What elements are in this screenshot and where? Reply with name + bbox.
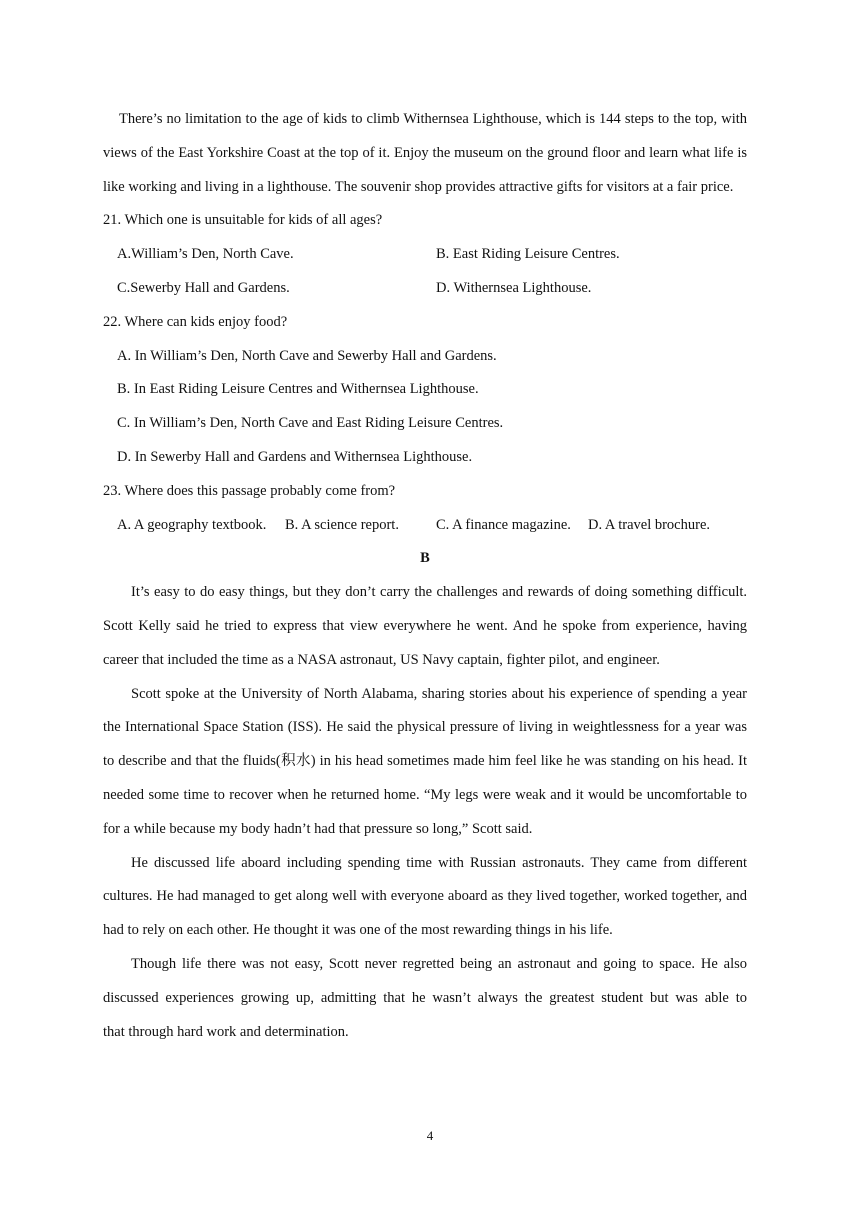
option-a: A. A geography textbook. xyxy=(117,516,267,533)
text-line: It’s easy to do easy things, but they don’t carry the challenges and rewards of doing something difficult. xyxy=(131,584,747,601)
text-line: Scott spoke at the University of North Alabama, sharing stories about his experience of spending a year xyxy=(131,685,747,702)
text-line: had to rely on each other. He thought it was one of the most rewarding things in his life. xyxy=(103,922,613,939)
text-line: Scott Kelly said he tried to express that view everywhere he went. And he spoke from experience, having xyxy=(103,617,747,634)
option-row xyxy=(103,272,747,306)
option-a: A. In William’s Den, North Cave and Sewerby Hall and Gardens. xyxy=(117,347,497,364)
option-c: C. In William’s Den, North Cave and East Riding Leisure Centres. xyxy=(117,415,504,432)
paragraph xyxy=(103,576,747,677)
option-b: B. In East Riding Leisure Centres and Withernsea Lighthouse. xyxy=(117,381,479,398)
paragraph xyxy=(103,847,747,948)
question-stem: 22. Where can kids enjoy food? xyxy=(103,313,288,330)
paragraph xyxy=(103,948,747,1049)
text-line: discussed experiences growing up, admitting that he wasn’t always the greatest student but was able to xyxy=(103,989,747,1006)
option-d: D. A travel brochure. xyxy=(588,516,711,533)
text-line: He discussed life aboard including spending time with Russian astronauts. They came from different xyxy=(131,854,747,871)
text-line: for a while because my body hadn’t had that pressure so long,” Scott said. xyxy=(103,820,533,837)
text-line: needed some time to recover when he returned home. “My legs were weak and it would be uncomfortable to xyxy=(103,786,747,803)
text-line: the International Space Station (ISS). He said the physical pressure of living in weightlessness for a year was xyxy=(103,719,747,736)
question-stem: 23. Where does this passage probably come from? xyxy=(103,482,396,499)
section-heading: B xyxy=(420,550,430,567)
text-line: views of the East Yorkshire Coast at the top of it. Enjoy the museum on the ground floor and learn what life is xyxy=(103,144,747,161)
option-c: C. A finance magazine. xyxy=(436,516,571,533)
paragraph xyxy=(103,678,747,847)
passage-a-paragraph xyxy=(103,103,747,204)
option-b: B. East Riding Leisure Centres. xyxy=(436,246,620,263)
text-line: cultures. He had managed to get along well with everyone aboard as they lived together, worked together, and xyxy=(103,888,747,905)
option-row xyxy=(103,509,747,543)
option-b: B. A science report. xyxy=(285,516,399,533)
question-21 xyxy=(103,204,747,305)
document-page xyxy=(103,103,747,1049)
option-d: D. In Sewerby Hall and Gardens and Withernsea Lighthouse. xyxy=(117,448,473,465)
question-23 xyxy=(103,475,747,543)
page-number: 4 xyxy=(426,1128,434,1143)
option-c: C.Sewerby Hall and Gardens. xyxy=(117,279,290,296)
option-row xyxy=(103,238,747,272)
text-line: to describe and that the fluids(积水) in his head sometimes made him feel like he was standing on his head. It xyxy=(103,753,747,770)
text-line: career that included the time as a NASA astronaut, US Navy captain, fighter pilot, and engineer. xyxy=(103,651,660,668)
text-line: that through hard work and determination. xyxy=(103,1023,349,1040)
text-line: Though life there was not easy, Scott never regretted being an astronaut and going to space. He also xyxy=(131,955,747,972)
option-a: A.William’s Den, North Cave. xyxy=(117,246,294,263)
text-line: like working and living in a lighthouse. The souvenir shop provides attractive gifts for visitors at a fair price. xyxy=(103,178,734,195)
option-d: D. Withernsea Lighthouse. xyxy=(436,279,592,296)
question-22 xyxy=(103,306,747,475)
text-line: There’s no limitation to the age of kids to climb Withernsea Lighthouse, which is 144 steps to the top, with xyxy=(119,111,747,127)
question-stem: 21. Which one is unsuitable for kids of all ages? xyxy=(103,212,383,229)
